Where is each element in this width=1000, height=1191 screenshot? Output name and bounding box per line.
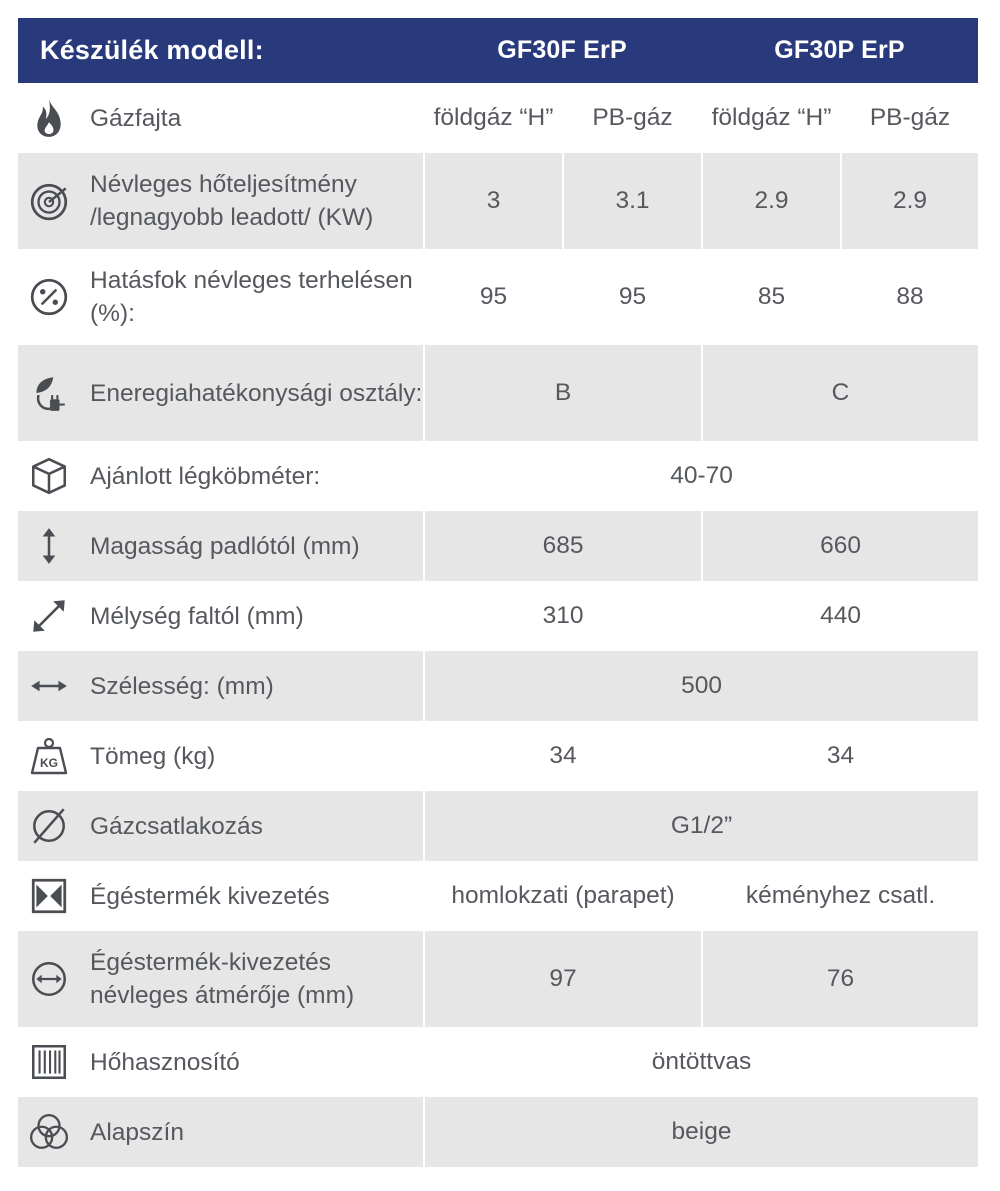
table-row bbox=[18, 441, 978, 511]
cell-value: 95 bbox=[562, 249, 701, 345]
percent-icon bbox=[18, 249, 80, 345]
cube-icon bbox=[18, 441, 80, 511]
cell-value: beige bbox=[423, 1097, 978, 1167]
cell-value: C bbox=[701, 345, 978, 441]
row-label: Eneregiahatékonysági osztály: bbox=[80, 345, 423, 441]
vertical-arrow-icon bbox=[18, 511, 80, 581]
cell-value: 440 bbox=[701, 581, 978, 651]
table-row bbox=[18, 83, 978, 153]
row-label: Mélység faltól (mm) bbox=[90, 602, 304, 630]
cell-value: 685 bbox=[423, 511, 701, 581]
cell-value: 95 bbox=[423, 249, 562, 345]
cell-value: 2.9 bbox=[701, 153, 840, 249]
gauge-icon bbox=[18, 153, 80, 249]
cell-value: 3 bbox=[423, 153, 562, 249]
table-row bbox=[18, 1097, 978, 1167]
cell-value: földgáz “H” bbox=[423, 83, 562, 153]
cell-value: PB-gáz bbox=[840, 83, 978, 153]
cell-value: kéményhez csatl. bbox=[701, 861, 978, 931]
table-row bbox=[18, 651, 978, 721]
cell-value: 97 bbox=[423, 931, 701, 1027]
cell-value: 88 bbox=[840, 249, 978, 345]
row-label: Névleges hőteljesítmény /legnagyobb leadott/ (KW) bbox=[80, 153, 423, 249]
cell-value: 660 bbox=[701, 511, 978, 581]
cell-value: 34 bbox=[701, 721, 978, 791]
cell-value: 3.1 bbox=[562, 153, 701, 249]
cell-value: homlokzati (parapet) bbox=[423, 861, 701, 931]
row-label: Alapszín bbox=[80, 1097, 423, 1167]
flue-box-icon bbox=[18, 861, 80, 931]
table-row bbox=[18, 721, 978, 791]
eco-plug-icon bbox=[18, 345, 80, 441]
diagonal-arrow-icon bbox=[18, 581, 80, 651]
cell-value: 34 bbox=[423, 721, 701, 791]
row-label: Égéstermék-kivezetés névleges átmérője (mm) bbox=[80, 931, 423, 1027]
row-label: Magasság padlótól (mm) bbox=[80, 511, 423, 581]
table-row bbox=[18, 511, 978, 581]
row-label: Szélesség: (mm) bbox=[80, 651, 423, 721]
row-label: Gázcsatlakozás bbox=[80, 791, 423, 861]
cell-value: 85 bbox=[701, 249, 840, 345]
table-row bbox=[18, 791, 978, 861]
radiator-icon bbox=[18, 1027, 80, 1097]
header-model-gf30p: GF30P ErP bbox=[701, 18, 978, 83]
cell-value: öntöttvas bbox=[423, 1027, 978, 1097]
table-row bbox=[18, 581, 978, 651]
weight-icon-text: KG bbox=[40, 756, 58, 770]
pipe-diameter-icon bbox=[18, 931, 80, 1027]
cell-value: 76 bbox=[701, 931, 978, 1027]
cell-value: földgáz “H” bbox=[701, 83, 840, 153]
cell-value: B bbox=[423, 345, 701, 441]
diameter-icon bbox=[18, 791, 80, 861]
table-row bbox=[18, 1027, 978, 1097]
cell-value: 2.9 bbox=[840, 153, 978, 249]
color-circles-icon bbox=[18, 1097, 80, 1167]
table-row bbox=[18, 249, 978, 345]
cell-value: 40-70 bbox=[423, 441, 978, 511]
horizontal-arrow-icon bbox=[18, 651, 80, 721]
row-label: Gázfajta bbox=[90, 104, 182, 132]
header-label: Készülék modell: bbox=[18, 18, 423, 83]
weight-icon bbox=[18, 721, 80, 791]
row-label: Égéstermék kivezetés bbox=[90, 882, 330, 910]
header-model-gf30f: GF30F ErP bbox=[423, 18, 701, 83]
row-label: Tömeg (kg) bbox=[90, 742, 216, 770]
table-row bbox=[18, 861, 978, 931]
cell-value: G1/2” bbox=[423, 791, 978, 861]
cell-value: PB-gáz bbox=[562, 83, 701, 153]
header-row bbox=[18, 18, 978, 83]
spec-table bbox=[18, 18, 978, 1167]
table-row bbox=[18, 931, 978, 1027]
flame-icon bbox=[18, 83, 80, 153]
row-label: Hőhasznosító bbox=[90, 1048, 240, 1076]
row-label: Hatásfok névleges terhelésen (%): bbox=[90, 267, 413, 327]
table-row bbox=[18, 153, 978, 249]
table-row bbox=[18, 345, 978, 441]
cell-value: 310 bbox=[423, 581, 701, 651]
cell-value: 500 bbox=[423, 651, 978, 721]
row-label: Ajánlott légköbméter: bbox=[90, 462, 321, 490]
